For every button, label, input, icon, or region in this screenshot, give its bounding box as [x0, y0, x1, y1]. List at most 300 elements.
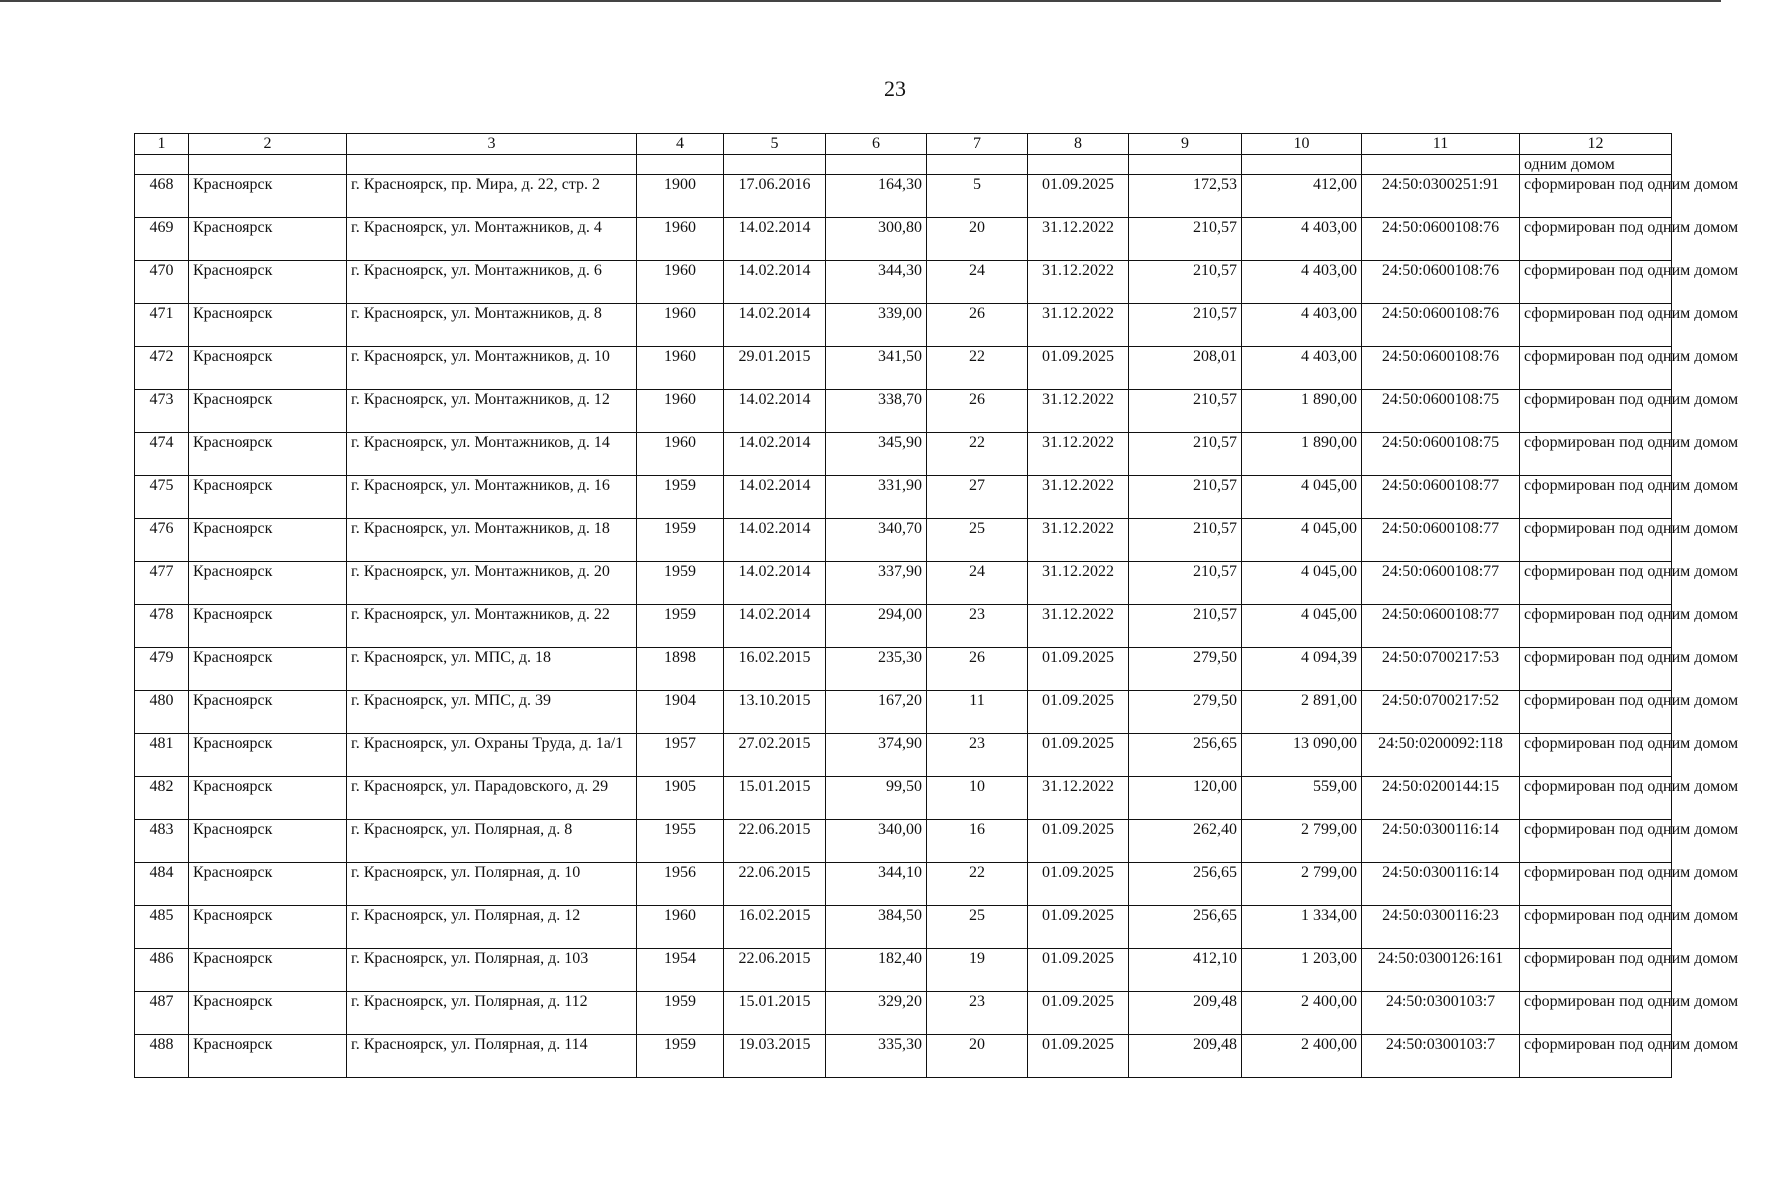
area-cell: 235,30: [826, 648, 927, 691]
percent-value-cell: 208,01: [1129, 347, 1242, 390]
resettlement-date-cell: 01.09.2025: [1028, 1035, 1129, 1078]
residents-cell: 22: [927, 347, 1028, 390]
table-row: [135, 949, 1672, 992]
build-year-cell: 1960: [637, 390, 724, 433]
city-cell: Красноярск: [189, 261, 347, 304]
city-cell: Красноярск: [189, 476, 347, 519]
build-year-cell: 1900: [637, 175, 724, 218]
percent-value-cell: 210,57: [1129, 605, 1242, 648]
land-status-cell: сформирован под одним домом: [1520, 605, 1672, 648]
table-row: [135, 906, 1672, 949]
resettlement-date-cell: 31.12.2022: [1028, 433, 1129, 476]
address-cell: г. Красноярск, ул. Монтажников, д. 8: [347, 304, 637, 347]
residents-cell: 26: [927, 304, 1028, 347]
resettlement-date-cell: 01.09.2025: [1028, 992, 1129, 1035]
resettlement-date-cell: 01.09.2025: [1028, 820, 1129, 863]
area-cell: 384,50: [826, 906, 927, 949]
cadastral-number-cell: 24:50:0600108:77: [1362, 562, 1520, 605]
area-cell: 335,30: [826, 1035, 927, 1078]
land-status-cell: сформирован под одним домом: [1520, 734, 1672, 777]
resettlement-date-cell: 01.09.2025: [1028, 949, 1129, 992]
build-year-cell: 1955: [637, 820, 724, 863]
resettlement-date-cell: 31.12.2022: [1028, 261, 1129, 304]
address-cell: г. Красноярск, ул. Полярная, д. 12: [347, 906, 637, 949]
residents-cell: 26: [927, 648, 1028, 691]
land-status-cell: сформирован под одним домом: [1520, 218, 1672, 261]
land-area-cell: 4 045,00: [1242, 562, 1362, 605]
cadastral-number-cell: 24:50:0700217:53: [1362, 648, 1520, 691]
city-cell: Красноярск: [189, 1035, 347, 1078]
land-area-cell: 1 334,00: [1242, 906, 1362, 949]
city-cell: Красноярск: [189, 519, 347, 562]
area-cell: 341,50: [826, 347, 927, 390]
land-area-cell: 4 403,00: [1242, 261, 1362, 304]
resettlement-date-cell: 01.09.2025: [1028, 691, 1129, 734]
percent-value-cell: 210,57: [1129, 304, 1242, 347]
land-status-cell: сформирован под одним домом: [1520, 175, 1672, 218]
inclusion-date-cell: 15.01.2015: [724, 992, 826, 1035]
inclusion-date-cell: 14.02.2014: [724, 562, 826, 605]
land-status-cell: сформирован под одним домом: [1520, 261, 1672, 304]
land-area-cell: 2 799,00: [1242, 863, 1362, 906]
empty-cell: [637, 155, 724, 175]
scan-edge-line: [0, 0, 1721, 2]
residents-cell: 25: [927, 519, 1028, 562]
row-number-cell: 484: [135, 863, 189, 906]
resettlement-date-cell: 01.09.2025: [1028, 863, 1129, 906]
area-cell: 374,90: [826, 734, 927, 777]
empty-cell: [1028, 155, 1129, 175]
column-header: 3: [347, 134, 637, 155]
cadastral-number-cell: 24:50:0300103:7: [1362, 992, 1520, 1035]
city-cell: Красноярск: [189, 863, 347, 906]
residents-cell: 25: [927, 906, 1028, 949]
area-cell: 340,70: [826, 519, 927, 562]
table-row: [135, 175, 1672, 218]
residents-cell: 23: [927, 992, 1028, 1035]
address-cell: г. Красноярск, ул. Полярная, д. 114: [347, 1035, 637, 1078]
residents-cell: 22: [927, 433, 1028, 476]
inclusion-date-cell: 16.02.2015: [724, 648, 826, 691]
table-row: [135, 390, 1672, 433]
build-year-cell: 1959: [637, 605, 724, 648]
empty-cell: [927, 155, 1028, 175]
table-row: [135, 519, 1672, 562]
percent-value-cell: 209,48: [1129, 992, 1242, 1035]
row-number-cell: 481: [135, 734, 189, 777]
city-cell: Красноярск: [189, 218, 347, 261]
cadastral-number-cell: 24:50:0600108:77: [1362, 519, 1520, 562]
row-number-cell: 472: [135, 347, 189, 390]
city-cell: Красноярск: [189, 820, 347, 863]
area-cell: 338,70: [826, 390, 927, 433]
land-area-cell: 2 400,00: [1242, 992, 1362, 1035]
resettlement-date-cell: 31.12.2022: [1028, 390, 1129, 433]
city-cell: Красноярск: [189, 992, 347, 1035]
city-cell: Красноярск: [189, 562, 347, 605]
inclusion-date-cell: 15.01.2015: [724, 777, 826, 820]
address-cell: г. Красноярск, ул. Монтажников, д. 14: [347, 433, 637, 476]
address-cell: г. Красноярск, ул. Монтажников, д. 10: [347, 347, 637, 390]
continued-status-cell: одним домом: [1520, 155, 1672, 175]
resettlement-date-cell: 31.12.2022: [1028, 562, 1129, 605]
row-number-cell: 488: [135, 1035, 189, 1078]
land-status-cell: сформирован под одним домом: [1520, 476, 1672, 519]
city-cell: Красноярск: [189, 605, 347, 648]
city-cell: Красноярск: [189, 390, 347, 433]
city-cell: Красноярск: [189, 691, 347, 734]
land-area-cell: 1 890,00: [1242, 433, 1362, 476]
land-area-cell: 2 799,00: [1242, 820, 1362, 863]
build-year-cell: 1956: [637, 863, 724, 906]
city-cell: Красноярск: [189, 648, 347, 691]
area-cell: 339,00: [826, 304, 927, 347]
cadastral-number-cell: 24:50:0300116:14: [1362, 820, 1520, 863]
land-area-cell: 4 045,00: [1242, 605, 1362, 648]
table-row: [135, 691, 1672, 734]
percent-value-cell: 210,57: [1129, 433, 1242, 476]
build-year-cell: 1960: [637, 433, 724, 476]
land-status-cell: сформирован под одним домом: [1520, 347, 1672, 390]
land-status-cell: сформирован под одним домом: [1520, 433, 1672, 476]
residents-cell: 26: [927, 390, 1028, 433]
residents-cell: 16: [927, 820, 1028, 863]
percent-value-cell: 256,65: [1129, 863, 1242, 906]
city-cell: Красноярск: [189, 906, 347, 949]
table-row: [135, 261, 1672, 304]
area-cell: 167,20: [826, 691, 927, 734]
row-number-cell: 477: [135, 562, 189, 605]
row-number-cell: 487: [135, 992, 189, 1035]
land-status-cell: сформирован под одним домом: [1520, 519, 1672, 562]
table-row: [135, 605, 1672, 648]
land-area-cell: 4 094,39: [1242, 648, 1362, 691]
inclusion-date-cell: 14.02.2014: [724, 433, 826, 476]
column-header: 4: [637, 134, 724, 155]
column-header: 1: [135, 134, 189, 155]
land-area-cell: 4 403,00: [1242, 347, 1362, 390]
column-header: 11: [1362, 134, 1520, 155]
land-area-cell: 2 891,00: [1242, 691, 1362, 734]
residents-cell: 10: [927, 777, 1028, 820]
percent-value-cell: 256,65: [1129, 734, 1242, 777]
area-cell: 294,00: [826, 605, 927, 648]
address-cell: г. Красноярск, ул. Парадовского, д. 29: [347, 777, 637, 820]
inclusion-date-cell: 14.02.2014: [724, 519, 826, 562]
column-header: 9: [1129, 134, 1242, 155]
inclusion-date-cell: 27.02.2015: [724, 734, 826, 777]
percent-value-cell: 279,50: [1129, 691, 1242, 734]
cadastral-number-cell: 24:50:0600108:77: [1362, 476, 1520, 519]
row-number-cell: 483: [135, 820, 189, 863]
percent-value-cell: 279,50: [1129, 648, 1242, 691]
residents-cell: 23: [927, 734, 1028, 777]
land-status-cell: сформирован под одним домом: [1520, 304, 1672, 347]
cadastral-number-cell: 24:50:0600108:75: [1362, 390, 1520, 433]
land-area-cell: 1 890,00: [1242, 390, 1362, 433]
land-area-cell: 4 045,00: [1242, 519, 1362, 562]
residents-cell: 24: [927, 562, 1028, 605]
cadastral-number-cell: 24:50:0600108:77: [1362, 605, 1520, 648]
build-year-cell: 1904: [637, 691, 724, 734]
column-header: 10: [1242, 134, 1362, 155]
continuation-row: [135, 155, 1672, 175]
build-year-cell: 1959: [637, 519, 724, 562]
land-area-cell: 412,00: [1242, 175, 1362, 218]
empty-cell: [1362, 155, 1520, 175]
cadastral-number-cell: 24:50:0200144:15: [1362, 777, 1520, 820]
address-cell: г. Красноярск, ул. Полярная, д. 8: [347, 820, 637, 863]
cadastral-number-cell: 24:50:0600108:76: [1362, 347, 1520, 390]
inclusion-date-cell: 22.06.2015: [724, 949, 826, 992]
cadastral-number-cell: 24:50:0600108:75: [1362, 433, 1520, 476]
row-number-cell: 471: [135, 304, 189, 347]
row-number-cell: 478: [135, 605, 189, 648]
residents-cell: 20: [927, 1035, 1028, 1078]
land-status-cell: сформирован под одним домом: [1520, 992, 1672, 1035]
build-year-cell: 1960: [637, 347, 724, 390]
address-cell: г. Красноярск, ул. Охраны Труда, д. 1а/1: [347, 734, 637, 777]
land-area-cell: 4 403,00: [1242, 218, 1362, 261]
cadastral-number-cell: 24:50:0700217:52: [1362, 691, 1520, 734]
land-status-cell: сформирован под одним домом: [1520, 390, 1672, 433]
resettlement-date-cell: 31.12.2022: [1028, 218, 1129, 261]
residents-cell: 24: [927, 261, 1028, 304]
row-number-cell: 476: [135, 519, 189, 562]
table-row: [135, 562, 1672, 605]
percent-value-cell: 172,53: [1129, 175, 1242, 218]
empty-cell: [135, 155, 189, 175]
inclusion-date-cell: 13.10.2015: [724, 691, 826, 734]
inclusion-date-cell: 19.03.2015: [724, 1035, 826, 1078]
row-number-cell: 479: [135, 648, 189, 691]
row-number-cell: 480: [135, 691, 189, 734]
land-area-cell: 13 090,00: [1242, 734, 1362, 777]
address-cell: г. Красноярск, ул. МПС, д. 18: [347, 648, 637, 691]
table-row: [135, 347, 1672, 390]
column-header: 5: [724, 134, 826, 155]
row-number-cell: 474: [135, 433, 189, 476]
table-row: [135, 863, 1672, 906]
area-cell: 337,90: [826, 562, 927, 605]
build-year-cell: 1898: [637, 648, 724, 691]
build-year-cell: 1960: [637, 304, 724, 347]
column-header: 8: [1028, 134, 1129, 155]
land-area-cell: 4 045,00: [1242, 476, 1362, 519]
residents-cell: 19: [927, 949, 1028, 992]
address-cell: г. Красноярск, ул. Монтажников, д. 20: [347, 562, 637, 605]
column-header: 2: [189, 134, 347, 155]
address-cell: г. Красноярск, ул. Монтажников, д. 22: [347, 605, 637, 648]
table-row: [135, 820, 1672, 863]
resettlement-date-cell: 01.09.2025: [1028, 734, 1129, 777]
table-row: [135, 734, 1672, 777]
cadastral-number-cell: 24:50:0300103:7: [1362, 1035, 1520, 1078]
inclusion-date-cell: 22.06.2015: [724, 820, 826, 863]
resettlement-date-cell: 31.12.2022: [1028, 519, 1129, 562]
build-year-cell: 1957: [637, 734, 724, 777]
residents-cell: 5: [927, 175, 1028, 218]
percent-value-cell: 262,40: [1129, 820, 1242, 863]
build-year-cell: 1959: [637, 1035, 724, 1078]
cadastral-number-cell: 24:50:0600108:76: [1362, 218, 1520, 261]
land-area-cell: 559,00: [1242, 777, 1362, 820]
empty-cell: [1129, 155, 1242, 175]
cadastral-number-cell: 24:50:0600108:76: [1362, 261, 1520, 304]
land-status-cell: сформирован под одним домом: [1520, 562, 1672, 605]
empty-cell: [826, 155, 927, 175]
table-row: [135, 992, 1672, 1035]
resettlement-date-cell: 31.12.2022: [1028, 777, 1129, 820]
percent-value-cell: 210,57: [1129, 562, 1242, 605]
land-area-cell: 2 400,00: [1242, 1035, 1362, 1078]
inclusion-date-cell: 22.06.2015: [724, 863, 826, 906]
cadastral-number-cell: 24:50:0600108:76: [1362, 304, 1520, 347]
table-row: [135, 648, 1672, 691]
cadastral-number-cell: 24:50:0300116:14: [1362, 863, 1520, 906]
percent-value-cell: 210,57: [1129, 261, 1242, 304]
cadastral-number-cell: 24:50:0300251:91: [1362, 175, 1520, 218]
row-number-cell: 485: [135, 906, 189, 949]
percent-value-cell: 412,10: [1129, 949, 1242, 992]
area-cell: 99,50: [826, 777, 927, 820]
land-area-cell: 1 203,00: [1242, 949, 1362, 992]
city-cell: Красноярск: [189, 734, 347, 777]
empty-cell: [1242, 155, 1362, 175]
land-area-cell: 4 403,00: [1242, 304, 1362, 347]
residents-cell: 20: [927, 218, 1028, 261]
percent-value-cell: 210,57: [1129, 519, 1242, 562]
table-row: [135, 304, 1672, 347]
area-cell: 164,30: [826, 175, 927, 218]
empty-cell: [724, 155, 826, 175]
inclusion-date-cell: 17.06.2016: [724, 175, 826, 218]
row-number-cell: 470: [135, 261, 189, 304]
address-cell: г. Красноярск, ул. Полярная, д. 103: [347, 949, 637, 992]
row-number-cell: 469: [135, 218, 189, 261]
table-row: [135, 777, 1672, 820]
build-year-cell: 1960: [637, 906, 724, 949]
cadastral-number-cell: 24:50:0300116:23: [1362, 906, 1520, 949]
column-header: 6: [826, 134, 927, 155]
column-number-row: [135, 134, 1672, 155]
percent-value-cell: 256,65: [1129, 906, 1242, 949]
housing-register-table: [134, 133, 1739, 1078]
land-status-cell: сформирован под одним домом: [1520, 906, 1672, 949]
inclusion-date-cell: 14.02.2014: [724, 476, 826, 519]
city-cell: Красноярск: [189, 777, 347, 820]
area-cell: 344,10: [826, 863, 927, 906]
empty-cell: [189, 155, 347, 175]
table-body: [135, 134, 1739, 1078]
build-year-cell: 1959: [637, 562, 724, 605]
build-year-cell: 1959: [637, 992, 724, 1035]
residents-cell: 23: [927, 605, 1028, 648]
address-cell: г. Красноярск, пр. Мира, д. 22, стр. 2: [347, 175, 637, 218]
city-cell: Красноярск: [189, 304, 347, 347]
area-cell: 329,20: [826, 992, 927, 1035]
area-cell: 182,40: [826, 949, 927, 992]
address-cell: г. Красноярск, ул. МПС, д. 39: [347, 691, 637, 734]
address-cell: г. Красноярск, ул. Монтажников, д. 12: [347, 390, 637, 433]
area-cell: 340,00: [826, 820, 927, 863]
empty-cell: [347, 155, 637, 175]
inclusion-date-cell: 14.02.2014: [724, 390, 826, 433]
resettlement-date-cell: 01.09.2025: [1028, 347, 1129, 390]
inclusion-date-cell: 14.02.2014: [724, 304, 826, 347]
resettlement-date-cell: 31.12.2022: [1028, 476, 1129, 519]
cadastral-number-cell: 24:50:0300126:161: [1362, 949, 1520, 992]
page-number: 23: [884, 76, 906, 101]
residents-cell: 22: [927, 863, 1028, 906]
inclusion-date-cell: 29.01.2015: [724, 347, 826, 390]
address-cell: г. Красноярск, ул. Монтажников, д. 4: [347, 218, 637, 261]
land-status-cell: сформирован под одним домом: [1520, 863, 1672, 906]
city-cell: Красноярск: [189, 175, 347, 218]
resettlement-date-cell: 31.12.2022: [1028, 304, 1129, 347]
land-status-cell: сформирован под одним домом: [1520, 777, 1672, 820]
table-row: [135, 433, 1672, 476]
row-number-cell: 482: [135, 777, 189, 820]
area-cell: 331,90: [826, 476, 927, 519]
build-year-cell: 1960: [637, 218, 724, 261]
land-status-cell: сформирован под одним домом: [1520, 691, 1672, 734]
row-number-cell: 473: [135, 390, 189, 433]
area-cell: 345,90: [826, 433, 927, 476]
area-cell: 344,30: [826, 261, 927, 304]
build-year-cell: 1960: [637, 261, 724, 304]
city-cell: Красноярск: [189, 949, 347, 992]
percent-value-cell: 209,48: [1129, 1035, 1242, 1078]
land-status-cell: сформирован под одним домом: [1520, 1035, 1672, 1078]
address-cell: г. Красноярск, ул. Монтажников, д. 6: [347, 261, 637, 304]
row-number-cell: 475: [135, 476, 189, 519]
column-header: 7: [927, 134, 1028, 155]
resettlement-date-cell: 01.09.2025: [1028, 648, 1129, 691]
residents-cell: 11: [927, 691, 1028, 734]
land-status-cell: сформирован под одним домом: [1520, 820, 1672, 863]
inclusion-date-cell: 16.02.2015: [724, 906, 826, 949]
row-number-cell: 468: [135, 175, 189, 218]
city-cell: Красноярск: [189, 347, 347, 390]
percent-value-cell: 210,57: [1129, 218, 1242, 261]
cadastral-number-cell: 24:50:0200092:118: [1362, 734, 1520, 777]
row-number-cell: 486: [135, 949, 189, 992]
address-cell: г. Красноярск, ул. Полярная, д. 10: [347, 863, 637, 906]
percent-value-cell: 210,57: [1129, 390, 1242, 433]
address-cell: г. Красноярск, ул. Полярная, д. 112: [347, 992, 637, 1035]
percent-value-cell: 120,00: [1129, 777, 1242, 820]
address-cell: г. Красноярск, ул. Монтажников, д. 18: [347, 519, 637, 562]
land-status-cell: сформирован под одним домом: [1520, 949, 1672, 992]
resettlement-date-cell: 01.09.2025: [1028, 175, 1129, 218]
column-header: 12: [1520, 134, 1672, 155]
build-year-cell: 1959: [637, 476, 724, 519]
area-cell: 300,80: [826, 218, 927, 261]
build-year-cell: 1954: [637, 949, 724, 992]
percent-value-cell: 210,57: [1129, 476, 1242, 519]
table-row: [135, 1035, 1672, 1078]
address-cell: г. Красноярск, ул. Монтажников, д. 16: [347, 476, 637, 519]
land-status-cell: сформирован под одним домом: [1520, 648, 1672, 691]
table-row: [135, 218, 1672, 261]
resettlement-date-cell: 01.09.2025: [1028, 906, 1129, 949]
table-row: [135, 476, 1672, 519]
inclusion-date-cell: 14.02.2014: [724, 218, 826, 261]
city-cell: Красноярск: [189, 433, 347, 476]
residents-cell: 27: [927, 476, 1028, 519]
resettlement-date-cell: 31.12.2022: [1028, 605, 1129, 648]
